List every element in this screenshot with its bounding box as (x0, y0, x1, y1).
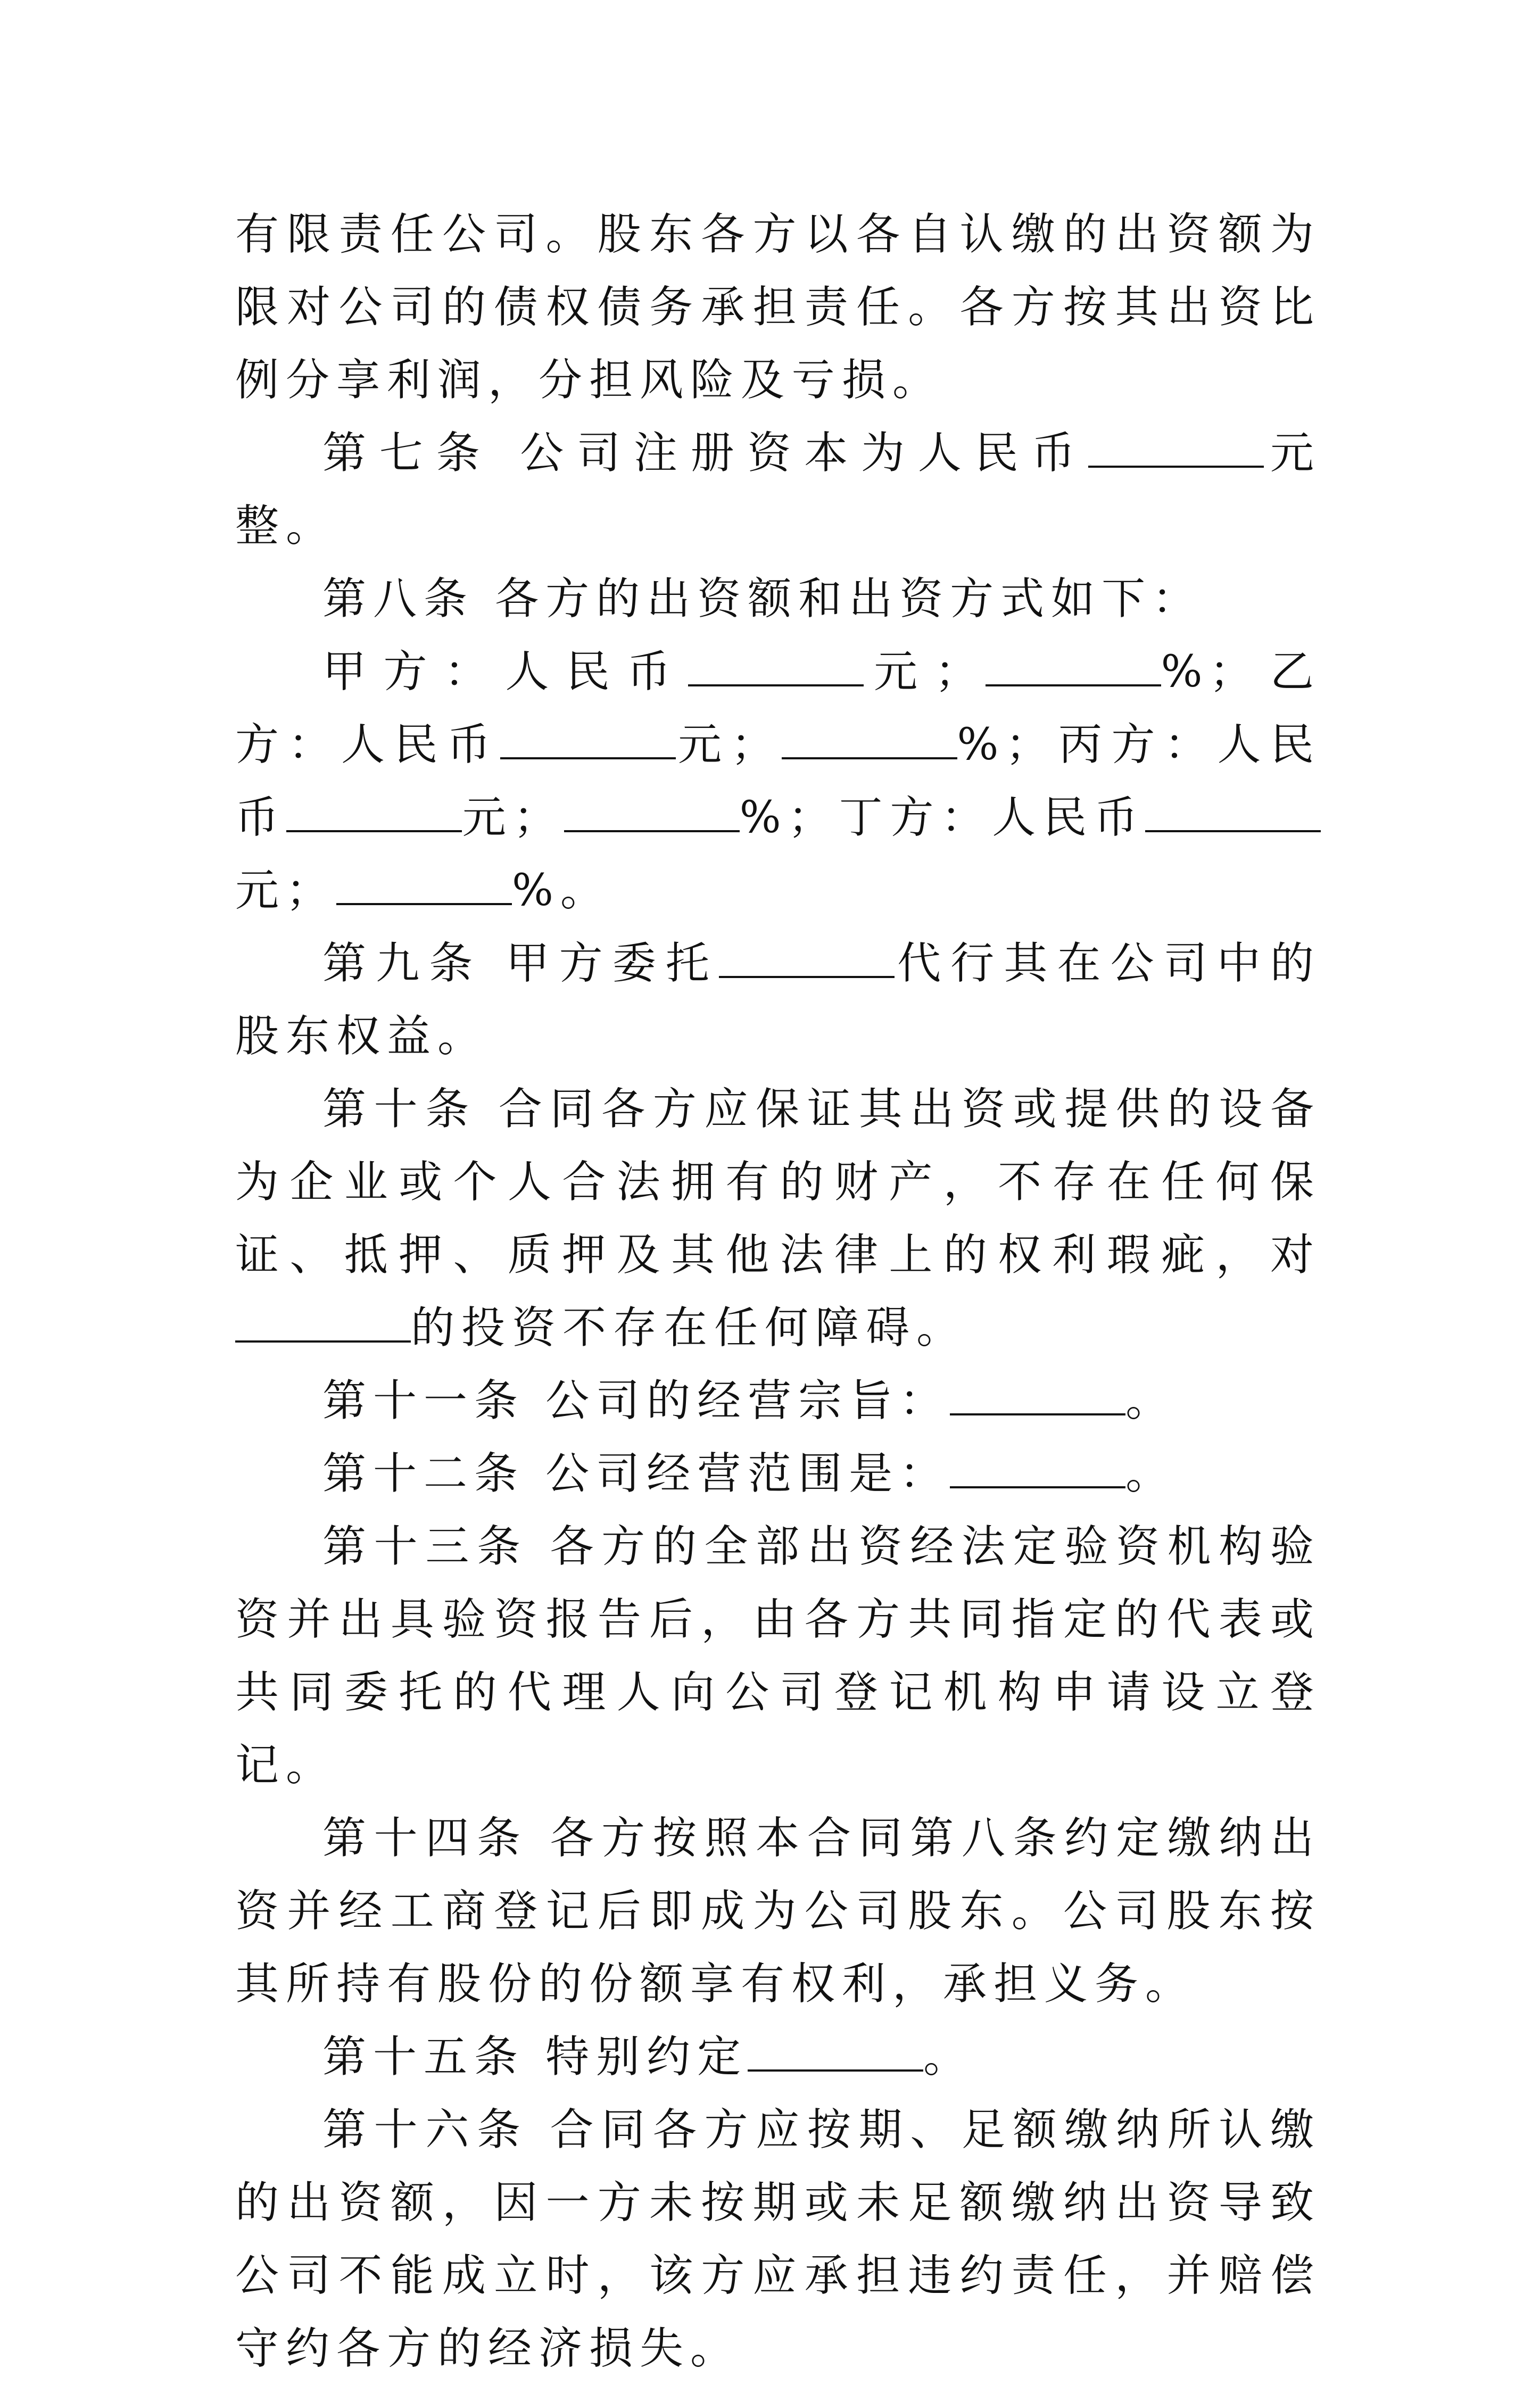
article-text: 第十条 合同各方应保证其出资或提供的设备为企业或个人合法拥有的财产，不存在任何保证、抵押、质押及其他法律上的权利瑕疵，对 (235, 1084, 1321, 1280)
article-text: 第十四条 各方按照本合同第八条约定缴纳出资并经工商登记后即成为公司股东。公司股东按其所持有股份的份额享有权利，承担义务。 (235, 1813, 1321, 2009)
article-14 (235, 1802, 1321, 2020)
paragraph-company-liability (235, 198, 1321, 417)
party-b-label: %；乙方：人民币 (235, 647, 1321, 770)
article-text: 第十三条 各方的全部出资经法定验资机构验资并出具验资报告后，由各方共同指定的代表或共同委托的代理人向公司登记机构申请设立登记。 (235, 1521, 1321, 1791)
yuan-label: 元； (675, 719, 782, 770)
party-c-amount-blank[interactable] (286, 793, 462, 832)
article-text: 代行其在公司中的股东权益。 (235, 938, 1321, 1062)
party-b-amount-blank[interactable] (500, 720, 676, 759)
contract-body (235, 198, 1321, 2385)
article-text: 。 (1125, 1376, 1177, 1426)
special-agreement-blank[interactable] (748, 2032, 923, 2072)
party-d-amount-blank[interactable] (1145, 793, 1321, 832)
yuan-label: 元； (235, 865, 337, 916)
contribution-details (235, 635, 1321, 927)
article-16 (235, 2093, 1321, 2385)
article-12 (235, 1437, 1321, 1510)
article-9 (235, 927, 1321, 1073)
article-8 (235, 562, 1321, 635)
article-text: 。 (1125, 1448, 1177, 1499)
paragraph-text: 有限责任公司。股东各方以各自认缴的出资额为限对公司的债权债务承担责任。各方按其出资比例分享利润，分担风险及亏损。 (235, 209, 1321, 405)
party-b-percent-blank[interactable] (782, 720, 957, 759)
trustee-blank[interactable] (719, 939, 895, 978)
article-text: 。 (923, 2032, 974, 2082)
business-purpose-blank[interactable] (950, 1376, 1125, 1415)
article-text: 第十一条 公司的经营宗旨： (322, 1376, 950, 1426)
party-c-percent-blank[interactable] (564, 793, 740, 832)
article-10 (235, 1073, 1321, 1364)
article-text: 第九条 甲方委托 (322, 938, 719, 989)
article-text: 第八条 各方的出资额和出资方式如下： (322, 574, 1203, 624)
party-a-amount-blank[interactable] (688, 647, 864, 686)
article-text: 的投资不存在任何障碍。 (411, 1303, 967, 1353)
investee-blank[interactable] (235, 1303, 411, 1343)
article-11 (235, 1364, 1321, 1437)
business-scope-blank[interactable] (950, 1449, 1125, 1488)
yuan-label: 元； (863, 647, 986, 697)
article-text: 第十二条 公司经营范围是： (322, 1448, 950, 1499)
article-text: 第七条 公司注册资本为人民币 (322, 428, 1089, 478)
article-text: 第十六条 合同各方应按期、足额缴纳所认缴的出资额，因一方未按期或未足额缴纳出资导致公司不能成立时，该方应承担违约责任，并赔偿守约各方的经济损失。 (235, 2105, 1321, 2374)
party-c-label: %；丙方：人民币 (235, 719, 1321, 843)
party-a-percent-blank[interactable] (986, 647, 1161, 686)
article-text: 第十五条 特别约定 (322, 2032, 748, 2082)
article-15 (235, 2020, 1321, 2093)
party-a-label: 甲方：人民币 (322, 647, 688, 697)
party-d-label: %；丁方：人民币 (739, 792, 1145, 843)
article-text: 元整。 (235, 428, 1321, 551)
yuan-label: 元； (461, 792, 564, 843)
party-d-percent-blank[interactable] (336, 866, 512, 905)
article-7 (235, 417, 1321, 562)
percent-end-label: %。 (512, 865, 611, 916)
article-13 (235, 1510, 1321, 1802)
registered-capital-blank[interactable] (1088, 428, 1264, 468)
